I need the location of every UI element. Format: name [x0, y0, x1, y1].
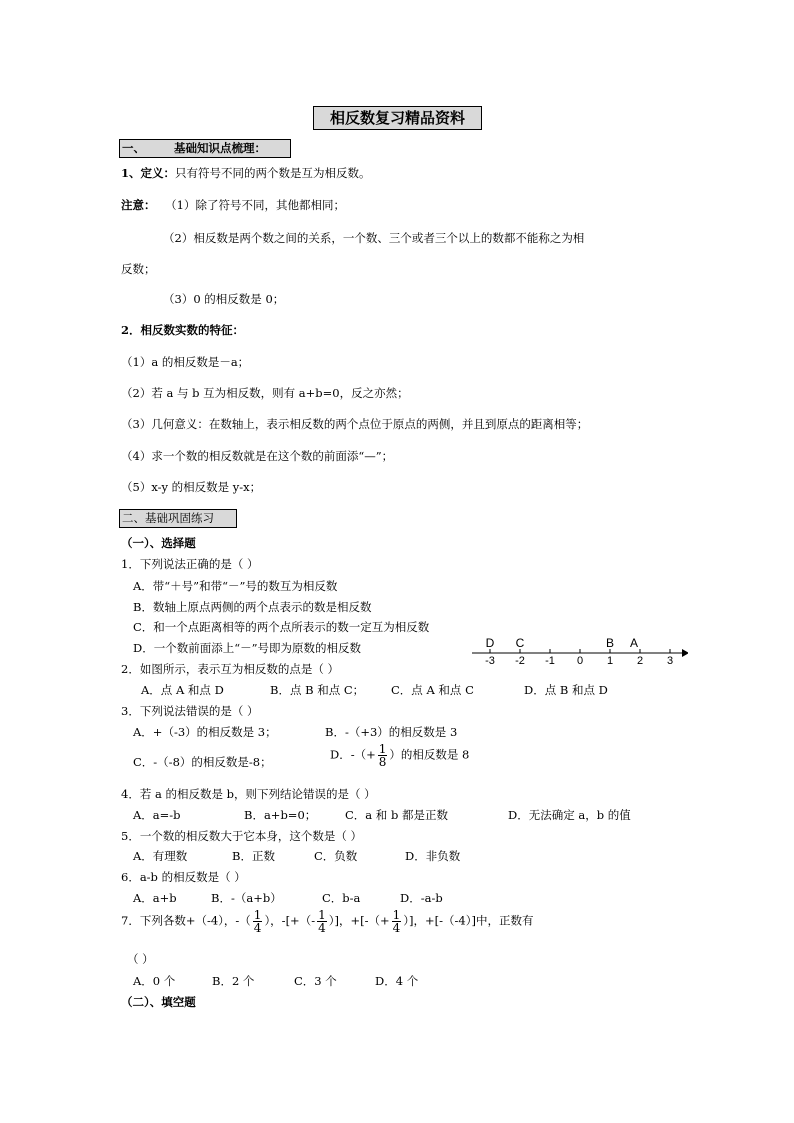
q2-option-b: B．点 B 和点 C；	[270, 683, 365, 697]
note-1: （1）除了符号不同，其他都相同；	[165, 198, 345, 212]
q7-fraction-2	[317, 909, 327, 934]
q7-part-3: ）]，+[-（+	[328, 913, 390, 928]
q5-stem: 5．一个数的相反数大于它本身，这个数是（ ）	[121, 829, 362, 843]
q5-option-b: B．正数	[232, 849, 275, 863]
q3-d-prefix: D．-（+	[330, 747, 376, 762]
q5-option-d: D．非负数	[405, 849, 461, 863]
number-line-arrow	[682, 649, 688, 657]
q6-option-d: D．-a-b	[400, 891, 443, 905]
section-2-header: 二、基础巩固练习	[119, 509, 237, 528]
q2-option-d: D．点 B 和点 D	[524, 683, 608, 697]
number-line-tick-label: 1	[606, 655, 614, 667]
q3-d-denominator: 8	[378, 755, 387, 769]
q7-fraction-3	[392, 909, 402, 934]
q5-option-c: C．负数	[314, 849, 358, 863]
q3-stem: 3．下列说法错误的是（ ）	[121, 704, 259, 718]
q3-d-fraction	[378, 743, 388, 768]
number-line-point-a: A	[629, 636, 638, 650]
part-2-title: （二）、填空题	[121, 995, 196, 1009]
page-title: 相反数复习精品资料	[313, 106, 482, 130]
section-1-number: 一、	[122, 141, 145, 155]
q3-option-a: A．+（-3）的相反数是 3；	[133, 725, 277, 739]
q6-stem: 6．a-b 的相反数是（ ）	[121, 870, 246, 884]
q3-option-d	[330, 743, 469, 768]
q7-f2-numerator: 1	[318, 908, 326, 922]
q4-stem: 4．若 a 的相反数是 b，则下列结论错误的是（ ）	[121, 787, 376, 801]
q1-option-b: B．数轴上原点两侧的两个点表示的数是相反数	[133, 600, 372, 614]
number-line-tick-label: -2	[515, 655, 525, 667]
q4-option-b: B．a+b=0；	[244, 808, 317, 822]
note-3: （3）0 的相反数是 0；	[163, 292, 285, 306]
number-line-tick-label: 3	[666, 655, 674, 667]
q7-f1-denominator: 4	[253, 921, 262, 935]
section-1-header	[119, 139, 291, 158]
feature-4: （4）求一个数的相反数就是在这个数的前面添“—”；	[121, 449, 394, 463]
q1-option-c: C．和一个点距离相等的两个点所表示的数一定互为相反数	[133, 620, 430, 634]
number-line-point-c: C	[515, 636, 525, 650]
number-line-tick-label: 2	[636, 655, 644, 667]
q1-option-d: D．一个数前面添上“－”号即为原数的相反数	[133, 641, 361, 655]
feature-2: （2）若 a 与 b 互为相反数，则有 a+b=0，反之亦然；	[121, 386, 409, 400]
q3-option-c: C．-（-8）的相反数是-8；	[133, 755, 272, 769]
q3-d-suffix: ）的相反数是 8	[389, 747, 470, 762]
q7-option-a: A．0 个	[133, 974, 176, 988]
q7-option-b: B．2 个	[212, 974, 255, 988]
q2-option-a: A．点 A 和点 D	[141, 683, 224, 697]
q6-option-b: B．-（a+b）	[211, 891, 282, 905]
q1-stem: 1．下列说法正确的是（ ）	[121, 557, 259, 571]
q7-f3-numerator: 1	[392, 908, 401, 922]
note-2b: 反数；	[121, 262, 156, 276]
definition-text: 只有符号不同的两个数是互为相反数。	[175, 166, 371, 180]
number-line-tick-label: -3	[485, 655, 495, 667]
number-line-tick-label: -1	[545, 655, 555, 667]
part-1-title: （一）、选择题	[121, 536, 196, 550]
q6-option-a: A．a+b	[133, 891, 177, 905]
q6-option-c: C．b-a	[322, 891, 361, 905]
q7-part-4: ）]，+[-（-4）]中，正数有	[403, 913, 534, 928]
q4-option-a: A．a=-b	[133, 808, 181, 822]
q7-part-2: ），-[+（-	[264, 913, 316, 928]
number-line-point-b: B	[605, 636, 614, 650]
q7-stem	[121, 909, 533, 934]
q7-f3-denominator: 4	[392, 921, 401, 935]
q7-part-1: 7．下列各数+（-4），-（	[121, 913, 251, 928]
q2-option-c: C．点 A 和点 C	[391, 683, 474, 697]
note-label: 注意：	[121, 198, 156, 212]
q4-option-c: C．a 和 b 都是正数	[345, 808, 448, 822]
q7-answer-paren: （ ）	[127, 952, 154, 966]
number-line-tick-label: 0	[576, 655, 584, 667]
number-line-point-d: D	[485, 636, 495, 650]
section-1-title: 基础知识点梳理：	[174, 141, 266, 155]
q2-stem: 2．如图所示，表示互为相反数的点是（ ）	[121, 662, 339, 676]
q7-option-d: D．4 个	[375, 974, 419, 988]
q7-f1-numerator: 1	[253, 908, 262, 922]
note-2a: （2）相反数是两个数之间的关系，一个数、三个或者三个以上的数都不能称之为相	[163, 231, 585, 245]
q1-option-a: A．带“＋号”和带“－”号的数互为相反数	[133, 579, 338, 593]
feature-5: （5）x-y 的相反数是 y-x；	[121, 480, 262, 494]
q7-option-c: C．3 个	[294, 974, 337, 988]
q7-fraction-1	[253, 909, 263, 934]
q3-d-numerator: 1	[378, 742, 387, 756]
feature-3: （3）几何意义：在数轴上，表示相反数的两个点位于原点的两侧，并且到原点的距离相等；	[121, 417, 589, 431]
q7-f2-denominator: 4	[318, 921, 326, 935]
features-title: 2．相反数实数的特征：	[121, 323, 245, 337]
definition-label: 1、定义：	[121, 166, 176, 180]
definition-line	[121, 165, 371, 181]
q5-option-a: A．有理数	[133, 849, 188, 863]
note-line-1	[121, 197, 345, 213]
number-line	[468, 634, 688, 670]
q4-option-d: D．无法确定 a，b 的值	[508, 808, 631, 822]
q3-option-b: B．-（+3）的相反数是 3	[325, 725, 458, 739]
feature-1: （1）a 的相反数是－a；	[121, 355, 250, 369]
